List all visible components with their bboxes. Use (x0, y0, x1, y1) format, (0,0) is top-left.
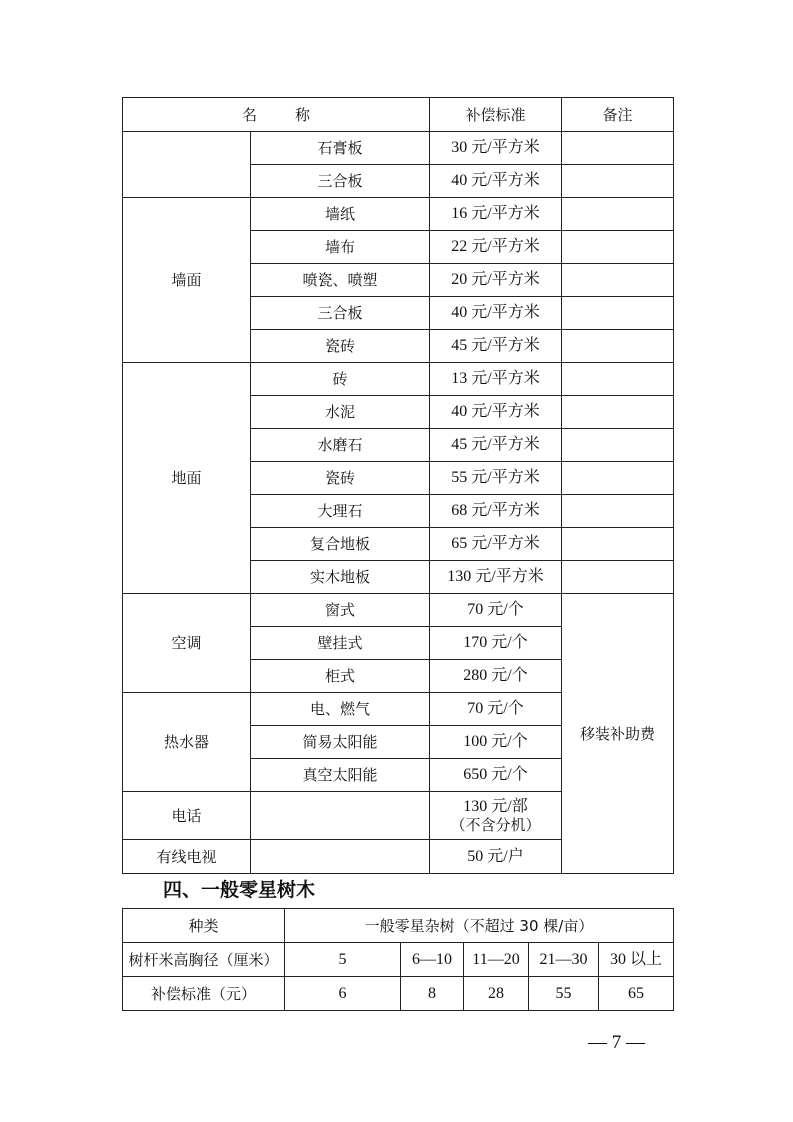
price-cell: 20 元/平方米 (430, 264, 562, 297)
header-name-char2: 称 (295, 105, 311, 124)
item-cell: 实木地板 (251, 561, 430, 594)
tree-table-row (123, 977, 674, 1011)
note-cell (562, 462, 674, 495)
tree-compensation-table (122, 908, 674, 1011)
item-cell: 柜式 (251, 660, 430, 693)
compensation-table (122, 97, 674, 874)
table-row (123, 198, 674, 231)
note-cell (562, 528, 674, 561)
table-header-row (123, 98, 674, 132)
price-cell: 68 元/平方米 (430, 495, 562, 528)
header-note-cell: 备注 (562, 98, 674, 132)
tree-cell: 6—10 (401, 943, 464, 977)
price-cell: 70 元/个 (430, 693, 562, 726)
note-cell (562, 297, 674, 330)
tree-row-label: 树杆米高胸径（厘米） (123, 943, 285, 977)
price-cell: 40 元/平方米 (430, 165, 562, 198)
price-note: （不含分机） (450, 815, 541, 834)
note-cell (562, 132, 674, 165)
item-cell (251, 792, 430, 840)
tree-header-value: 一般零星杂树（不超过 30 棵/亩） (285, 909, 674, 943)
price-cell: 70 元/个 (430, 594, 562, 627)
item-cell: 砖 (251, 363, 430, 396)
item-cell: 简易太阳能 (251, 726, 430, 759)
price-cell: 280 元/个 (430, 660, 562, 693)
price-cell: 13 元/平方米 (430, 363, 562, 396)
item-cell: 水磨石 (251, 429, 430, 462)
price-cell: 45 元/平方米 (430, 330, 562, 363)
price-cell: 65 元/平方米 (430, 528, 562, 561)
price-cell: 55 元/平方米 (430, 462, 562, 495)
note-cell (562, 396, 674, 429)
item-cell: 石膏板 (251, 132, 430, 165)
table-row (123, 363, 674, 396)
price-cell: 22 元/平方米 (430, 231, 562, 264)
price-cell: 40 元/平方米 (430, 396, 562, 429)
note-cell (562, 198, 674, 231)
tree-cell: 65 (599, 977, 674, 1011)
note-cell (562, 165, 674, 198)
item-cell: 水泥 (251, 396, 430, 429)
category-cell-ac: 空调 (123, 594, 251, 693)
note-cell (562, 363, 674, 396)
note-cell (562, 429, 674, 462)
price-cell: 100 元/个 (430, 726, 562, 759)
price-cell: 30 元/平方米 (430, 132, 562, 165)
item-cell: 窗式 (251, 594, 430, 627)
category-cell-water-heater: 热水器 (123, 693, 251, 792)
item-cell: 电、燃气 (251, 693, 430, 726)
header-name-char1: 名 (241, 105, 257, 124)
tree-cell: 28 (464, 977, 529, 1011)
category-cell-phone: 电话 (123, 792, 251, 840)
price-cell: 16 元/平方米 (430, 198, 562, 231)
note-cell (562, 561, 674, 594)
item-cell (251, 840, 430, 874)
price-cell: 50 元/户 (430, 840, 562, 874)
item-cell: 喷瓷、喷塑 (251, 264, 430, 297)
price-value: 130 元/部 (463, 797, 528, 815)
tree-cell: 21—30 (529, 943, 599, 977)
tree-cell: 55 (529, 977, 599, 1011)
item-cell: 三合板 (251, 165, 430, 198)
category-cell (123, 132, 251, 198)
item-cell: 三合板 (251, 297, 430, 330)
price-cell: 45 元/平方米 (430, 429, 562, 462)
price-cell: 170 元/个 (430, 627, 562, 660)
item-cell: 瓷砖 (251, 330, 430, 363)
tree-header-label: 种类 (123, 909, 285, 943)
table-row (123, 132, 674, 165)
page-number: — 7 — (588, 1032, 645, 1053)
price-cell: 40 元/平方米 (430, 297, 562, 330)
note-cell (562, 330, 674, 363)
section-heading: 四、一般零星树木 (163, 879, 316, 901)
item-cell: 大理石 (251, 495, 430, 528)
price-cell: 130 元/平方米 (430, 561, 562, 594)
header-name-cell (123, 98, 430, 132)
tree-cell: 5 (285, 943, 401, 977)
item-cell: 复合地板 (251, 528, 430, 561)
item-cell: 瓷砖 (251, 462, 430, 495)
price-cell (430, 792, 562, 840)
relocation-note-cell: 移装补助费 (562, 594, 674, 874)
tree-row-label: 补偿标准（元） (123, 977, 285, 1011)
table-row (123, 594, 674, 627)
tree-cell: 8 (401, 977, 464, 1011)
note-cell (562, 231, 674, 264)
tree-cell: 30 以上 (599, 943, 674, 977)
category-cell-wall: 墙面 (123, 198, 251, 363)
tree-table-header-row (123, 909, 674, 943)
tree-cell: 11—20 (464, 943, 529, 977)
price-cell: 650 元/个 (430, 759, 562, 792)
item-cell: 壁挂式 (251, 627, 430, 660)
category-cell-cable-tv: 有线电视 (123, 840, 251, 874)
note-cell (562, 495, 674, 528)
note-cell (562, 264, 674, 297)
item-cell: 墙布 (251, 231, 430, 264)
item-cell: 墙纸 (251, 198, 430, 231)
item-cell: 真空太阳能 (251, 759, 430, 792)
tree-cell: 6 (285, 977, 401, 1011)
category-cell-floor: 地面 (123, 363, 251, 594)
header-standard-cell: 补偿标准 (430, 98, 562, 132)
tree-table-row (123, 943, 674, 977)
